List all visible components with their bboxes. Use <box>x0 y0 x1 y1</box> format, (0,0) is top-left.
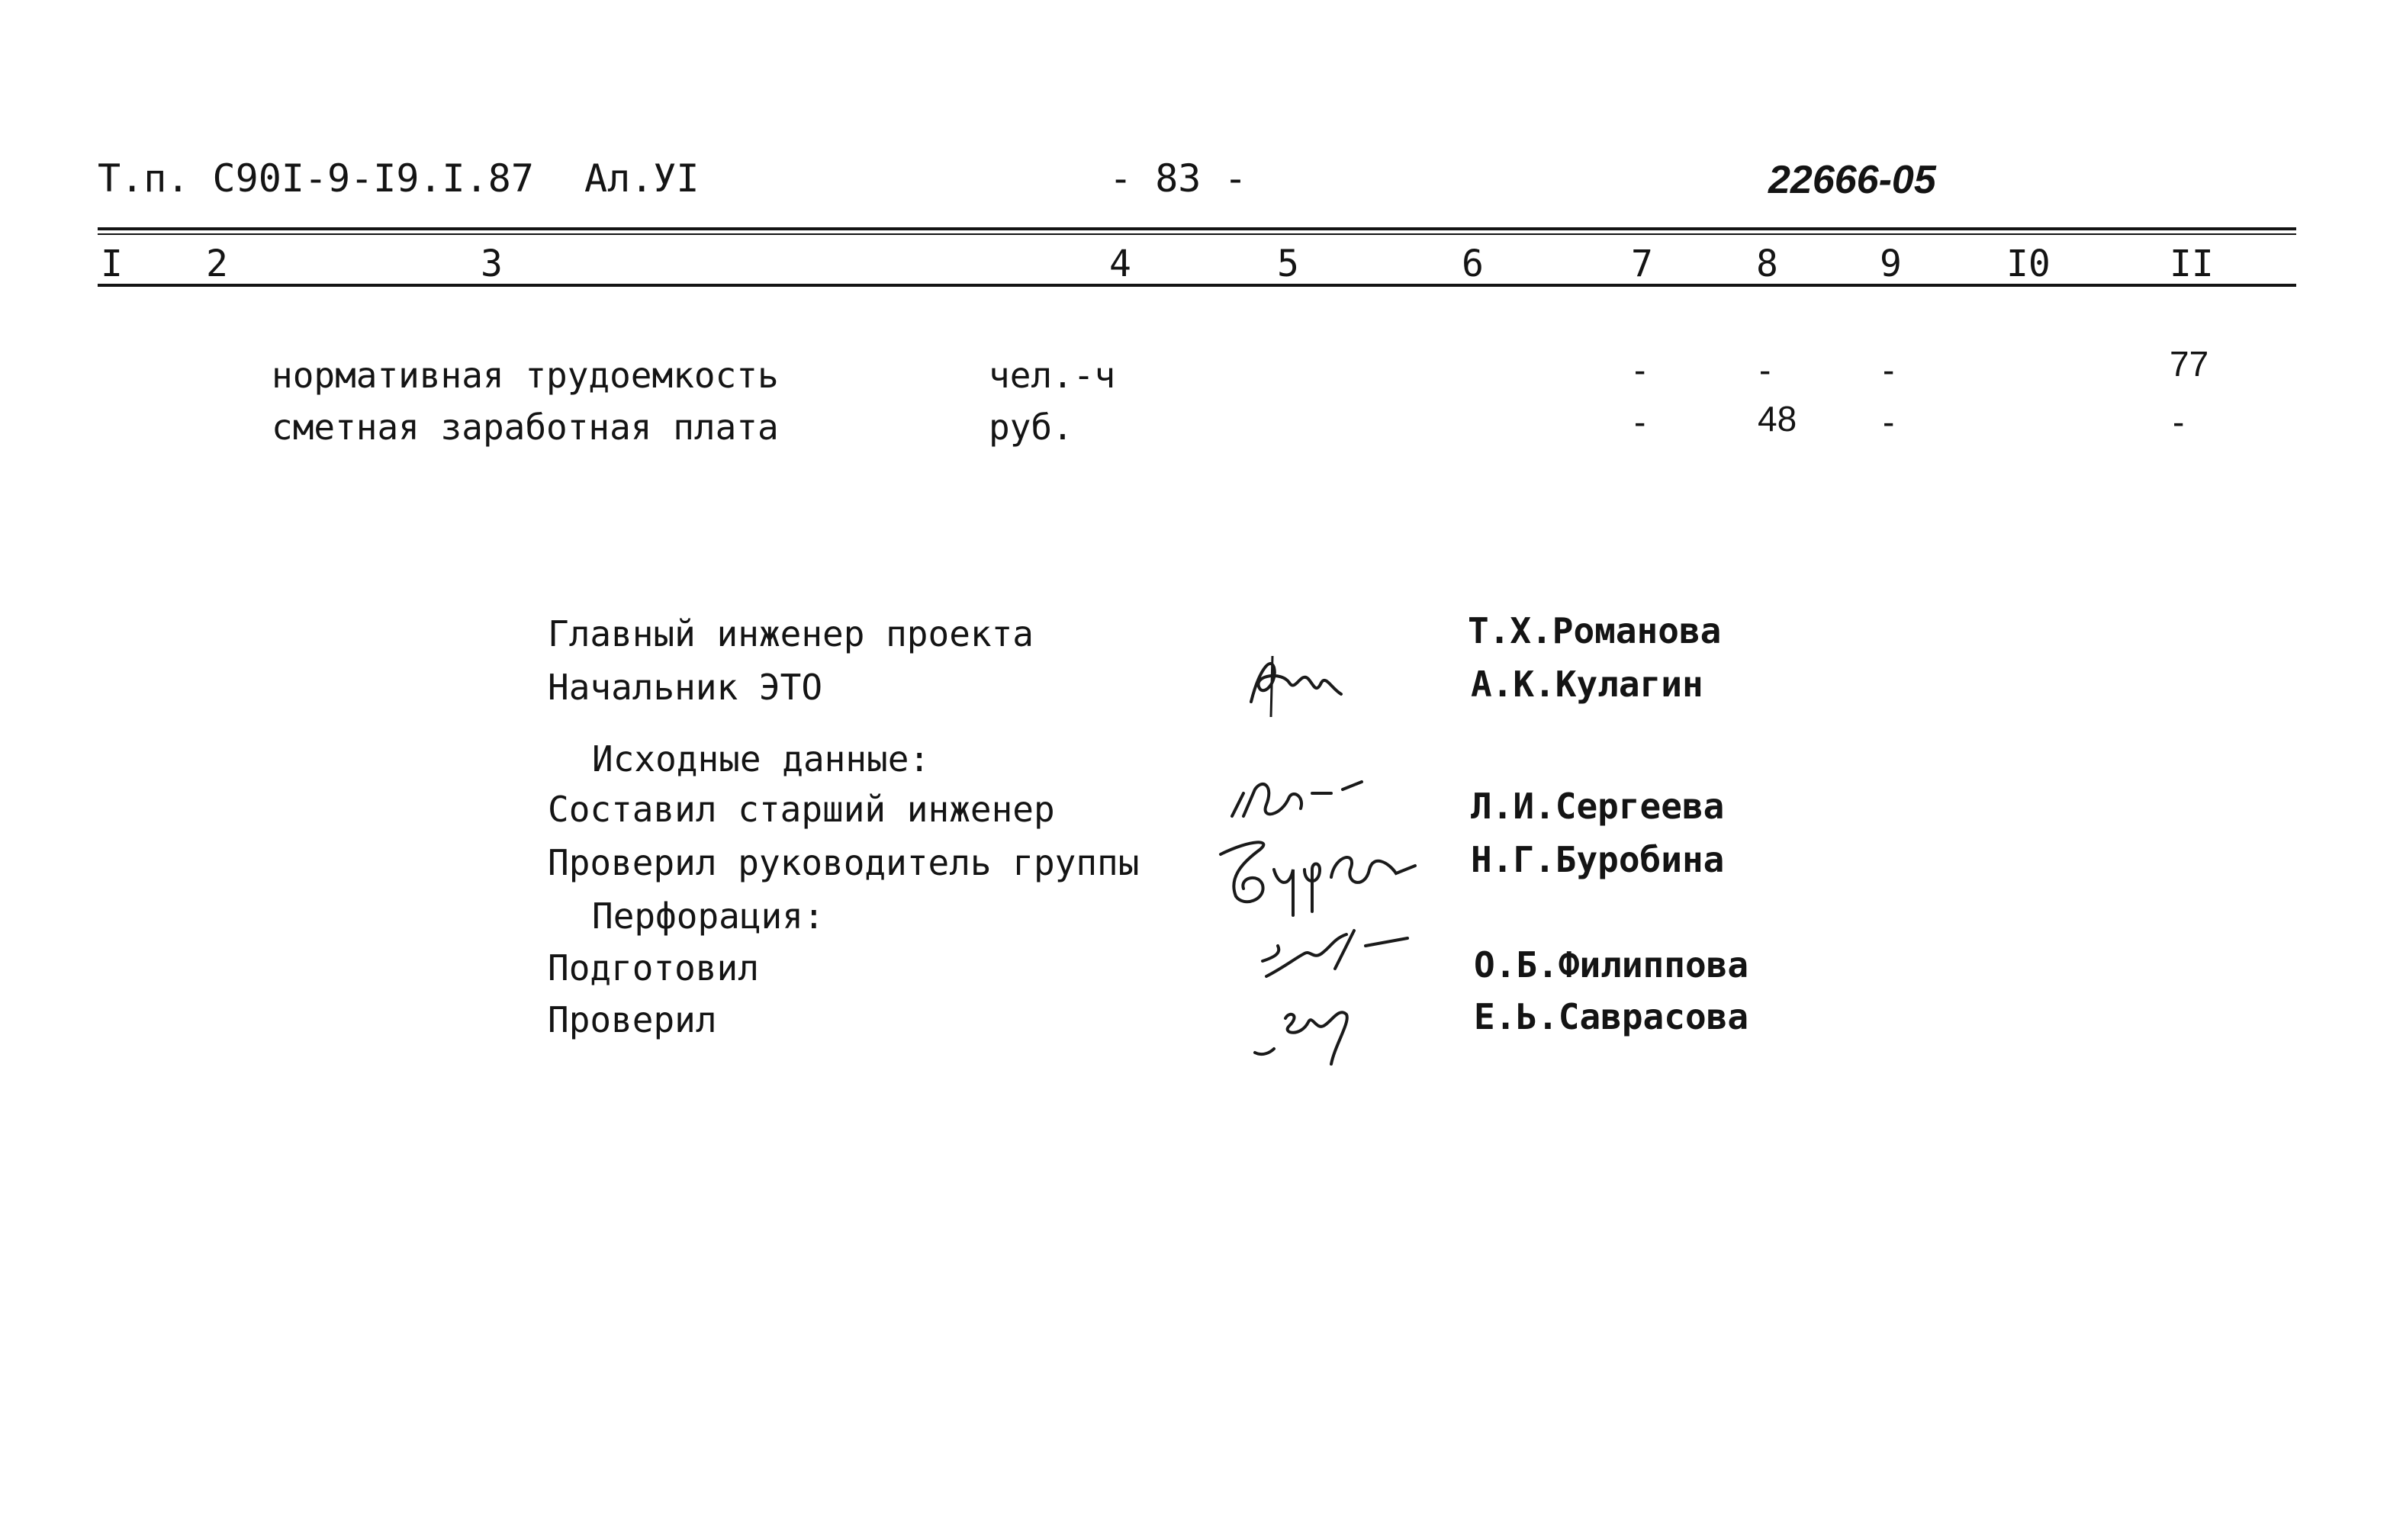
signature-prepared <box>1251 915 1419 992</box>
column-number: 3 <box>481 243 503 285</box>
table-top-rule <box>98 227 2296 230</box>
row-name: нормативная трудоемкость <box>272 355 779 396</box>
column-number: 4 <box>1109 243 1131 285</box>
cell-col-9: - <box>1883 350 1895 390</box>
department-head-name: А.К.Кулагин <box>1471 664 1703 705</box>
row-unit: руб. <box>989 407 1073 448</box>
document-reference: Т.п. С90I-9-I9.I.87 <box>98 156 534 201</box>
column-number: I0 <box>2006 243 2051 285</box>
column-number: II <box>2170 243 2214 285</box>
signature-checked <box>1205 824 1434 923</box>
signature-verified <box>1243 992 1381 1075</box>
prepared-by-role: Подготовил <box>548 947 759 989</box>
cell-col-9: - <box>1883 402 1895 442</box>
row-name: сметная заработная плата <box>272 407 779 448</box>
source-data-heading: Исходные данные: <box>592 738 931 780</box>
verified-by-role: Проверил <box>548 999 717 1040</box>
column-number: 2 <box>206 243 228 285</box>
column-number: 5 <box>1277 243 1299 285</box>
cell-col-11: - <box>2173 402 2185 442</box>
column-number: 9 <box>1880 243 1902 285</box>
column-number: I <box>101 243 123 285</box>
cell-col-8: 48 <box>1758 399 1797 439</box>
page-number: - 83 - <box>1109 156 1247 201</box>
compiled-by-name: Л.И.Сергеева <box>1471 786 1725 827</box>
cell-col-11: 77 <box>2170 344 2209 384</box>
department-head-role: Начальник ЭТО <box>548 667 823 708</box>
row-unit: чел.-ч <box>989 355 1116 396</box>
table-header-bottom-rule <box>98 284 2296 287</box>
table-top-rule-thin <box>98 233 2296 235</box>
cell-col-7: - <box>1634 350 1646 390</box>
cell-col-8: - <box>1759 350 1771 390</box>
document-stamp-number: 22666-05 <box>1768 158 1936 202</box>
signature-head <box>1236 641 1358 725</box>
album-number: Ал.УI <box>584 156 700 201</box>
prepared-by-name: О.Б.Филиппова <box>1474 944 1749 985</box>
cell-col-7: - <box>1634 402 1646 442</box>
checked-by-role: Проверил руководитель группы <box>548 842 1140 883</box>
chief-engineer-name: Т.Х.Романова <box>1468 610 1722 651</box>
column-number: 7 <box>1631 243 1653 285</box>
compiled-by-role: Составил старший инженер <box>548 789 1055 830</box>
chief-engineer-role: Главный инженер проекта <box>548 613 1034 654</box>
verified-by-name: Е.Ь.Саврасова <box>1474 996 1749 1037</box>
column-number: 6 <box>1462 243 1484 285</box>
perforation-heading: Перфорация: <box>592 895 825 937</box>
checked-by-name: Н.Г.Буробина <box>1471 839 1725 880</box>
column-number: 8 <box>1756 243 1778 285</box>
